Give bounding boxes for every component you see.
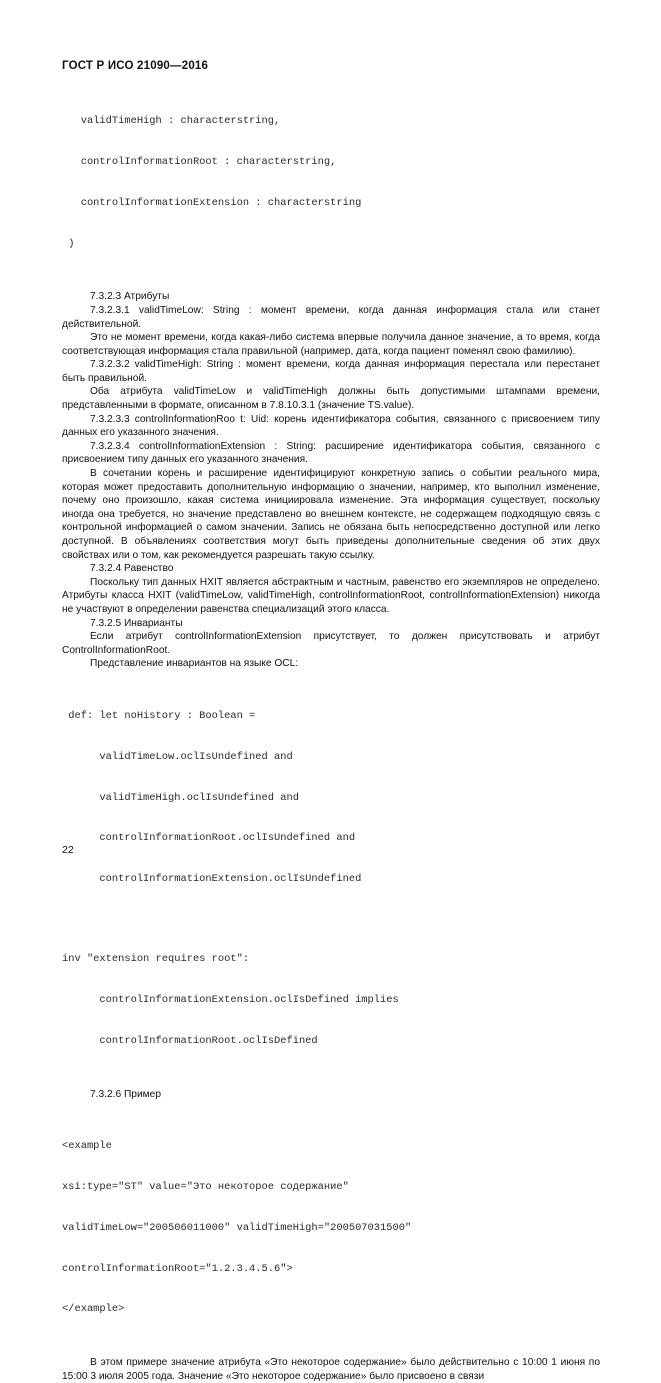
paragraph-validtimelow-note: Это не момент времени, когда какая-либо система впервые получила данное значение, а то время, когда соответствующая информация стала правильной (например, дата, когда пациент поменял свою фамилию). [62, 332, 600, 357]
code-line: controlInformationExtension.oclIsDefined implies [62, 994, 399, 1006]
paragraph-timestamps: Оба атрибута validTimeLow и validTimeHigh должны быть допустимыми штампами времени, представленными в формате, описанном в 7.8.10.3.1 (значение TS.value). [62, 386, 600, 412]
code-line: controlInformationExtension : characterstring [62, 196, 362, 209]
paragraph-control-root: 7.3.2.3.3 controlInformationRoo t: Uid: корень идентификатора события, связанного с присвоением типу данных его указанного значения. [62, 413, 600, 439]
code-block-ocl-def [62, 683, 600, 914]
code-line: def: let noHistory : Boolean = [62, 710, 256, 723]
code-line: validTimeHigh.oclIsUndefined and [62, 791, 299, 804]
code-line: validTimeHigh : characterstring, [62, 115, 281, 128]
paragraph-validtimehigh: 7.3.2.3.2 validTimeHigh: String : момент времени, когда данная информация перестала или перестанет быть правильной. [62, 359, 600, 384]
paragraph-invariants: Если атрибут controlInformationExtension присутствует, то должен присутствовать и атрибут ControlInformationRoot. [62, 631, 600, 656]
section-heading-equality: 7.3.2.4 Равенство [90, 563, 174, 575]
code-line: xsi:type="ST" value="Это некоторое содержание" [62, 1181, 349, 1194]
page-body [62, 88, 600, 1383]
paragraph-ocl-intro: Представление инвариантов на языке OCL: [90, 658, 299, 670]
paragraph-validtimelow: 7.3.2.3.1 validTimeLow: String : момент времени, когда данная информация стала или станет действительной. [62, 304, 600, 330]
code-line: validTimeLow="200506011000" validTimeHigh="200507031500" [62, 1221, 412, 1234]
code-block-ocl-inv [62, 926, 600, 1076]
code-block-structure [62, 88, 600, 278]
section-heading-attributes: 7.3.2.3 Атрибуты [90, 291, 170, 303]
page-number: 22 [62, 844, 74, 856]
code-line: controlInformationRoot.oclIsDefined [62, 1034, 318, 1047]
code-line: controlInformationRoot : characterstring, [62, 155, 337, 168]
code-line: validTimeLow.oclIsUndefined and [62, 750, 293, 763]
code-line: controlInformationRoot="1.2.3.4.5.6"> [62, 1262, 293, 1275]
code-line: ) [62, 237, 75, 250]
section-heading-invariants: 7.3.2.5 Инварианты [90, 617, 183, 629]
code-line: </example> [62, 1303, 125, 1316]
paragraph-control-extension: 7.3.2.3.4 controlInformationExtension : String: расширение идентификатора события, связанного с присвоением типу данных его указанного значения. [62, 440, 600, 466]
paragraph-example: В этом примере значение атрибута «Это некоторое содержание» было действительно с 10:00 1 июня по 15:00 3 июля 2005 года. Значение «Это некоторое содержание» было присвоено в связи [62, 1357, 600, 1382]
paragraph-combined: В сочетании корень и расширение идентифицируют конкретную запись о событии реального мира, которая может предоставить дополнительную информацию о значении, например, кто выполнил изменение, почему оно произошло, какая система инициировала изменение. Эта информация существует, поскольку иногда она требуется, но значение представлено во внешнем контексте, не содержащем подходящую связь с контрольной информацией о самом значении. Запись не обязана быть непосредственно доступной или легко доступной. В объявлениях соответствия могут быть приведены дополнительные сведения об этих двух свойствах или о том, как рекомендуется разрешать такую ссылку. [62, 468, 600, 561]
code-line: controlInformationRoot.oclIsUndefined and [62, 832, 356, 845]
section-heading-example: 7.3.2.6 Пример [90, 1088, 161, 1100]
code-line: inv "extension requires root": [62, 953, 250, 966]
paragraph-equality: Поскольку тип данных HXIT является абстрактным и частным, равенство его экземпляров не определено. Атрибуты класса HXIT (validTimeLow, validTimeHigh, controlInformationRoot, controlInformationExtension) никогда не участвуют в определении равенства специализаций этого класса. [62, 576, 600, 615]
code-block-xml-example [62, 1113, 600, 1344]
code-line: <example [62, 1140, 112, 1153]
document-header: ГОСТ Р ИСО 21090—2016 [62, 60, 209, 72]
code-line: controlInformationExtension.oclIsUndefined [62, 873, 362, 886]
